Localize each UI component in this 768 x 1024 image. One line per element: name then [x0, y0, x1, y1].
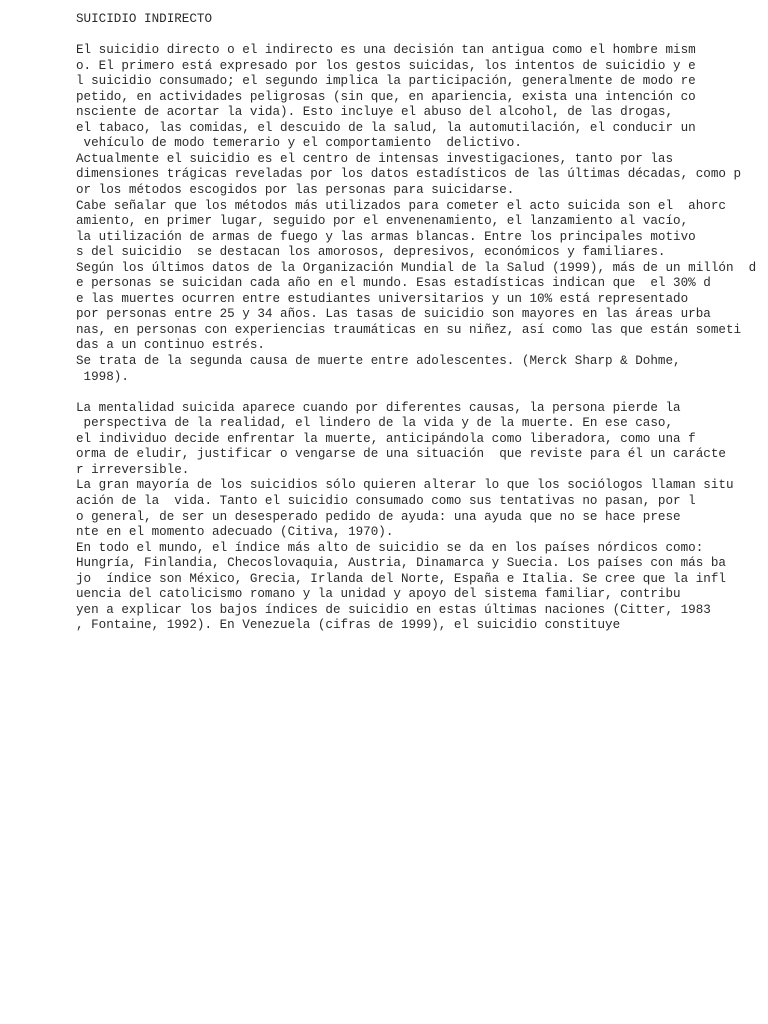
text-line: yen a explicar los bajos índices de suicidio en estas últimas naciones (Citter, 1983: [76, 602, 711, 617]
text-line: , Fontaine, 1992). En Venezuela (cifras de 1999), el suicidio constituye: [76, 618, 621, 633]
text-line: dimensiones trágicas reveladas por los datos estadísticos de las últimas décadas, como p: [76, 167, 742, 182]
text-line: Cabe señalar que los métodos más utilizados para cometer el acto suicida son el ahorc: [76, 198, 726, 213]
text-line: nas, en personas con experiencias traumáticas en su niñez, así como las que están someti: [76, 322, 742, 337]
document-title: SUICIDIO INDIRECTO: [76, 12, 213, 26]
text-line: Hungría, Finlandia, Checoslovaquia, Austria, Dinamarca y Suecia. Los países con más ba: [76, 556, 726, 571]
text-line: La gran mayoría de los suicidios sólo quieren alterar lo que los sociólogos llaman situ: [76, 478, 734, 493]
text-line: uencia del catolicismo romano y la unidad y apoyo del sistema familiar, contribu: [76, 587, 681, 602]
text-line: o. El primero está expresado por los gestos suicidas, los intentos de suicidio y e: [76, 58, 696, 73]
text-line: s del suicidio se destacan los amorosos, depresivos, económicos y familiares.: [76, 245, 666, 260]
text-line: por personas entre 25 y 34 años. Las tasas de suicidio son mayores en las áreas urba: [76, 307, 711, 322]
text-line: orma de eludir, justificar o vengarse de una situación que reviste para él un caráctе: [76, 447, 726, 462]
text-line: nsciente de acortar la vida). Esto incluye el abuso del alcohol, de las drogas,: [76, 105, 674, 120]
document-body: [76, 28, 756, 634]
blank-line: [76, 385, 756, 401]
text-line: Actualmente el suicidio es el centro de intensas investigaciones, tanto por las: [76, 151, 674, 166]
text-line: o general, de ser un desesperado pedido de ayuda: una ayuda que no se hace prese: [76, 509, 681, 524]
text-line: jo índice son México, Grecia, Irlanda del Norte, España e Italia. Se cree que la infl: [76, 571, 726, 586]
text-line: 1998).: [76, 369, 129, 384]
text-line: das a un continuo estrés.: [76, 338, 265, 353]
text-line: perspectiva de la realidad, el lindero de la vida y de la muerte. En ese caso,: [76, 416, 674, 431]
text-line: el tabaco, las comidas, el descuido de la salud, la automutilación, el conducir un: [76, 120, 696, 135]
text-line: el individuo decide enfrentar la muerte, anticipándola como liberadora, como una f: [76, 431, 696, 446]
text-line: vehículo de modo temerario y el comportamiento delictivo.: [76, 136, 522, 151]
document-page: [76, 12, 756, 634]
text-line: nte en el momento adecuado (Citiva, 1970).: [76, 525, 394, 540]
text-line: e personas se suicidan cada año en el mundo. Esas estadísticas indican que el 30% d: [76, 276, 711, 291]
text-line: amiento, en primer lugar, seguido por el envenenamiento, el lanzamiento al vacío,: [76, 214, 689, 229]
text-line: ación de la vida. Tanto el suicidio consumado como sus tentativas no pasan, por l: [76, 493, 696, 508]
text-line: or los métodos escogidos por las personas para suicidarse.: [76, 183, 515, 198]
text-line: En todo el mundo, el índice más alto de suicidio se da en los países nórdicos como:: [76, 540, 704, 555]
text-line: Se trata de la segunda causa de muerte entre adolescentes. (Merck Sharp & Dohme,: [76, 354, 681, 369]
text-line: Según los últimos datos de la Organización Mundial de la Salud (1999), más de un millón d: [76, 260, 757, 275]
text-line: El suicidio directo o el indirecto es una decisión tan antigua como el hombre mism: [76, 43, 696, 58]
text-line: petido, en actividades peligrosas (sin que, en apariencia, exista una intención co: [76, 89, 696, 104]
text-line: la utilización de armas de fuego y las armas blancas. Entre los principales motivo: [76, 229, 696, 244]
text-line: r irreversible.: [76, 462, 190, 477]
text-line: l suicidio consumado; el segundo implica la participación, generalmente de modo re: [76, 74, 696, 89]
text-line: La mentalidad suicida aparece cuando por diferentes causas, la persona pierde la: [76, 400, 681, 415]
blank-line: [76, 28, 756, 44]
text-line: e las muertes ocurren entre estudiantes universitarios y un 10% está representado: [76, 291, 689, 306]
